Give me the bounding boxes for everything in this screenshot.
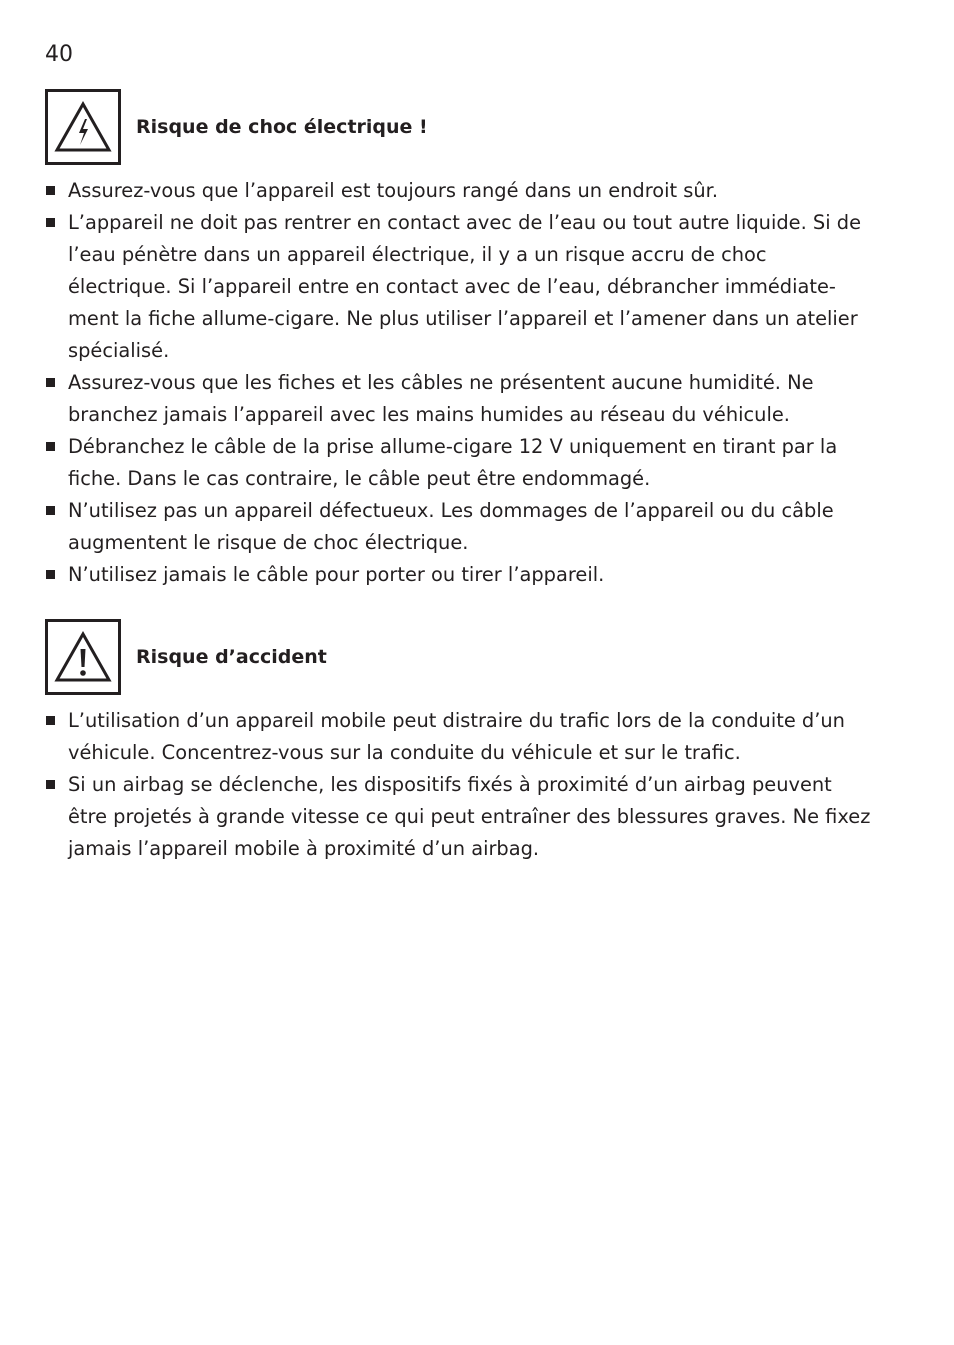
bullet-square-icon <box>46 506 55 515</box>
bullet-square-icon <box>46 218 55 227</box>
list-item: L’appareil ne doit pas rentrer en contact avec de l’eau ou tout autre liquide. Si de l’eau pénètre dans un appareil électrique, il y a un risque accru de choc électrique. Si l’appareil entre en contact avec de l’eau, débrancher immédiate-ment la fiche allume-cigare. Ne plus utiliser l’appareil et l’amener dans un atelier spécialisé. <box>45 207 875 367</box>
list-item: Débranchez le câble de la prise allume-cigare 12 V uniquement en tirant par la fiche. Dans le cas contraire, le câble peut être endommagé. <box>45 431 875 495</box>
list-item: Si un airbag se déclenche, les dispositifs fixés à proximité d’un airbag peuvent être projetés à grande vitesse ce qui peut entraîner des blessures graves. Ne fixez jamais l’appareil mobile à proximité d’un airbag. <box>45 769 875 865</box>
bullet-list <box>45 175 875 591</box>
section-heading <box>45 89 875 165</box>
page-number: 40 <box>45 42 73 67</box>
section-title: Risque de choc électrique ! <box>136 116 428 138</box>
section-heading <box>45 619 875 695</box>
bullet-square-icon <box>46 780 55 789</box>
bullet-square-icon <box>46 570 55 579</box>
list-item: Assurez-vous que l’appareil est toujours rangé dans un endroit sûr. <box>45 175 875 207</box>
list-item: N’utilisez jamais le câble pour porter ou tirer l’appareil. <box>45 559 875 591</box>
list-item: L’utilisation d’un appareil mobile peut distraire du trafic lors de la conduite d’un véhicule. Concentrez-vous sur la conduite du véhicule et sur le trafic. <box>45 705 875 769</box>
general-warning-icon-graphic <box>53 629 113 685</box>
bullet-square-icon <box>46 442 55 451</box>
list-item: Assurez-vous que les fiches et les câbles ne présentent aucune humidité. Ne branchez jamais l’appareil avec les mains humides au réseau du véhicule. <box>45 367 875 431</box>
electric-shock-warning-icon-graphic <box>53 99 113 155</box>
section-title: Risque d’accident <box>136 646 327 668</box>
electric-shock-warning-icon <box>45 89 121 165</box>
general-warning-icon <box>45 619 121 695</box>
list-item: N’utilisez pas un appareil défectueux. Les dommages de l’appareil ou du câble augmentent le risque de choc électrique. <box>45 495 875 559</box>
bullet-list <box>45 705 875 865</box>
bullet-square-icon <box>46 378 55 387</box>
section-electric-shock <box>45 89 875 591</box>
bullet-square-icon <box>46 716 55 725</box>
bullet-square-icon <box>46 186 55 195</box>
section-accident <box>45 619 875 865</box>
